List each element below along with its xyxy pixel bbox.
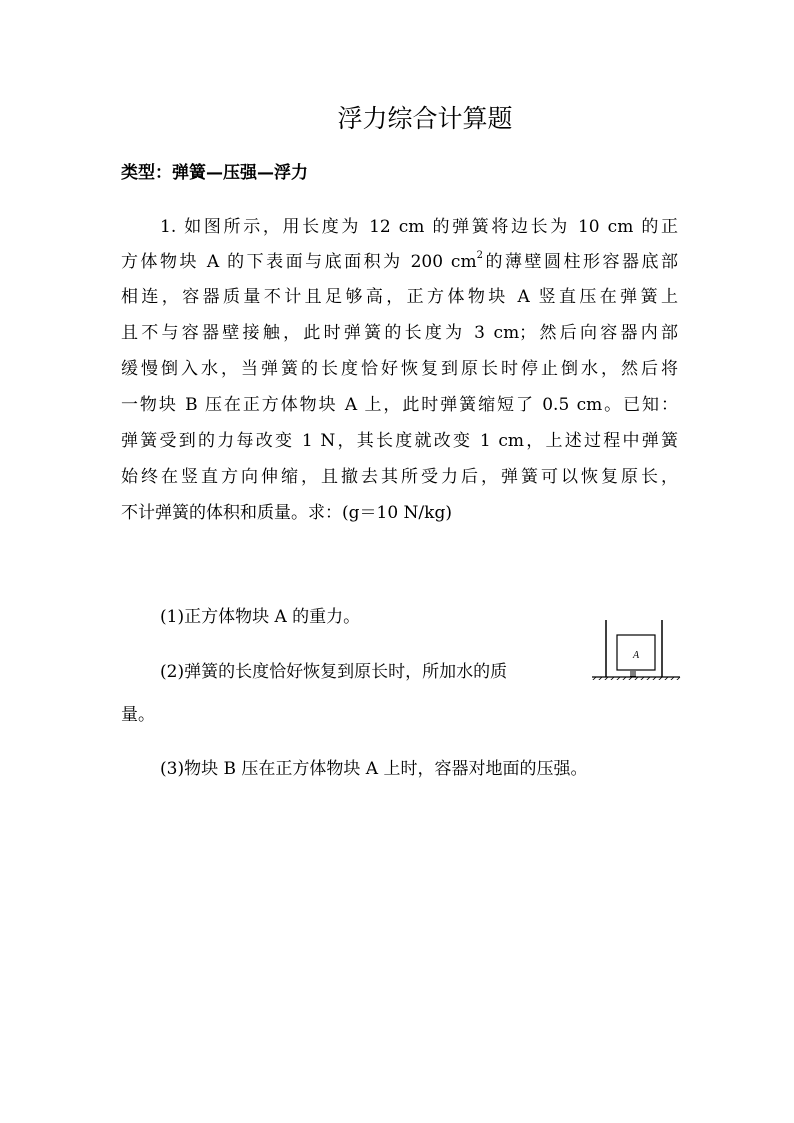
type-heading: 类型：弹簧—压强—浮力	[121, 163, 308, 183]
question-1: (1)正方体物块 A 的重力。	[160, 607, 361, 627]
problem-line: 不计弹簧的体积和质量。求：(g＝10 N/kg)	[121, 503, 452, 523]
page-title: 浮力综合计算题	[337, 104, 513, 133]
problem-line: 方体物块 A 的下表面与底面积为 200 $cm^2$的薄壁圆柱形容器底部	[121, 250, 679, 272]
problem-line: 弹簧受到的力每改变 1 N，其长度就改变 1 cm，上述过程中弹簧	[121, 431, 678, 451]
problem-line: 始终在竖直方向伸缩，且撤去其所受力后，弹簧可以恢复原长，	[121, 467, 678, 487]
problem-line: 相连，容器质量不计且足够高，正方体物块 A 竖直压在弹簧上	[121, 287, 678, 307]
problem-line: 缓慢倒入水，当弹簧的长度恰好恢复到原长时停止倒水，然后将	[121, 359, 678, 379]
question-2: (2)弹簧的长度恰好恢复到原长时，所加水的质	[160, 662, 508, 682]
problem-line: 1. 如图所示，用长度为 12 cm 的弹簧将边长为 10 cm 的正	[160, 217, 678, 237]
container-spring-figure	[590, 614, 682, 680]
block-a-label: A	[633, 650, 640, 661]
question-3: (3)物块 B 压在正方体物块 A 上时，容器对地面的压强。	[160, 759, 588, 779]
problem-line: 且不与容器壁接触，此时弹簧的长度为 3 cm；然后向容器内部	[121, 323, 678, 343]
question-2-cont: 量。	[121, 705, 155, 725]
problem-line: 一物块 B 压在正方体物块 A 上，此时弹簧缩短了 0.5 cm。已知：	[121, 395, 678, 415]
